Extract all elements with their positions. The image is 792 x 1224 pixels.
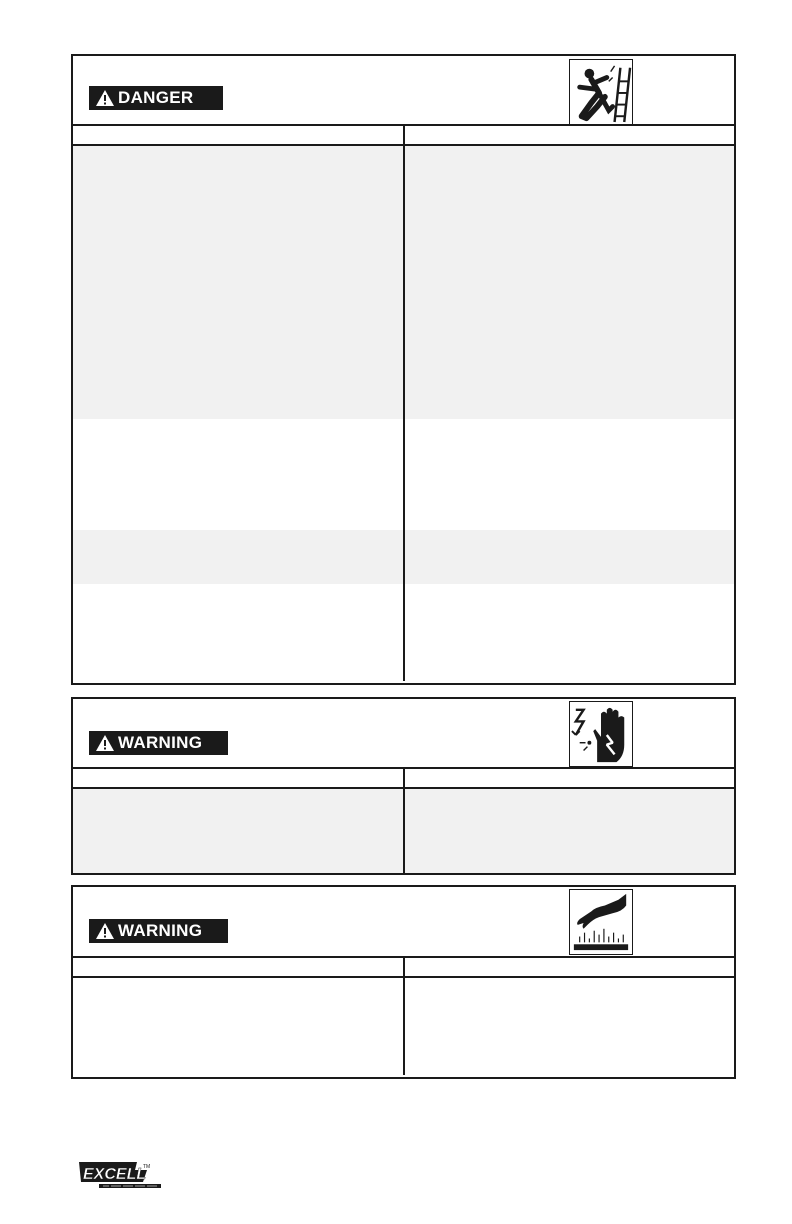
column-header (73, 124, 734, 146)
fall-from-ladder-icon (569, 59, 633, 125)
content-row (73, 584, 734, 681)
hot-surface-hand-icon (569, 889, 633, 955)
svg-text:TM: TM (143, 1164, 151, 1170)
content-row (73, 419, 734, 530)
alert-triangle-icon (95, 89, 115, 107)
warning-card-hot-surface (71, 885, 736, 1079)
warning-badge (89, 919, 228, 943)
danger-label: DANGER (118, 88, 194, 107)
column-header (73, 956, 734, 978)
card-header (73, 699, 734, 767)
content-row (73, 789, 734, 873)
electric-shock-hand-icon (569, 701, 633, 767)
danger-badge (89, 86, 223, 110)
content-row (73, 530, 734, 584)
card-header (73, 56, 734, 124)
warning-label: WARNING (118, 921, 203, 940)
content-row (73, 146, 734, 419)
svg-text:EXCELL: EXCELL (83, 1166, 147, 1183)
content-row (73, 978, 734, 1075)
warning-badge (89, 731, 228, 755)
alert-triangle-icon (95, 734, 115, 752)
warning-label: WARNING (118, 733, 203, 752)
danger-card (71, 54, 736, 685)
column-header (73, 767, 734, 789)
excell-logo (77, 1160, 161, 1192)
card-header (73, 887, 734, 956)
warning-card-electric (71, 697, 736, 875)
alert-triangle-icon (95, 922, 115, 940)
